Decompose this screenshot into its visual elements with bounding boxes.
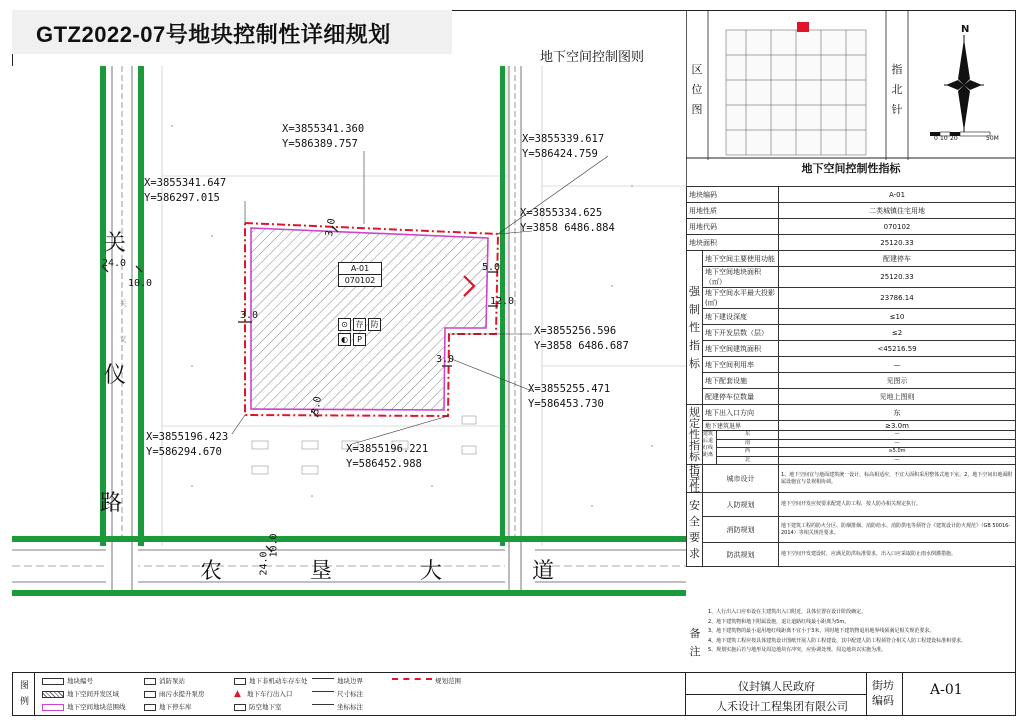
guidance-label: 指导性	[687, 465, 703, 493]
coord-label-8: X=3855196.221 Y=586452.988	[346, 443, 429, 470]
design-company: 人禾设计工程集团有限公司	[716, 700, 848, 713]
legend-parking-icon	[144, 704, 156, 711]
code-label: 街坊 编码	[872, 679, 894, 707]
location-map	[726, 30, 866, 155]
coord-label-4: X=3855334.625 Y=3858 6486.884	[520, 207, 615, 234]
nongken-road-green-top	[12, 536, 686, 542]
legend-swatch-underground-line	[42, 704, 64, 711]
dim-green-width: 10.0	[128, 278, 153, 289]
legend-plan-range-line	[392, 678, 432, 685]
location-map-label: 区 位 图	[691, 63, 703, 116]
mandatory-label: 强 制 性 指 标	[687, 251, 703, 405]
gov-name: 仪封镇人民政府	[738, 680, 815, 693]
legend-bicycle-icon	[234, 678, 246, 685]
road-label-dao: 道	[532, 559, 555, 584]
page-title: GTZ2022-07号地块控制性详细规划	[36, 22, 391, 47]
legend-air-defense-icon	[234, 704, 246, 711]
dim-nongken-10: 10.0	[268, 533, 280, 558]
scale-bar	[930, 132, 990, 136]
info-panel	[686, 10, 1016, 672]
pump-icon: ◐	[338, 333, 351, 346]
legend-swatch-underground	[42, 691, 64, 698]
coord-label-7: X=3855196.423 Y=586294.670	[146, 431, 229, 458]
scale-0: 0	[934, 135, 938, 142]
scale-20: 20	[950, 135, 958, 142]
safety-label: 安 全 要 求	[687, 493, 703, 567]
legend-coord-line	[312, 704, 334, 711]
dim-west-setback: 3.0	[240, 310, 259, 321]
coord-label-2: X=3855339.617 Y=586424.759	[522, 133, 605, 160]
road-label-da: 大	[420, 559, 443, 584]
scale-50: 50M	[986, 135, 999, 142]
legend: 图 例 地块编号 地下空间开发区域 地下空间地块范围线 消防泵站 雨污水提升泵房 地下停车库 地下非机动车存车处 ▲ 地下车行出入口 防空地下室 地块边界 尺寸标注 坐标标注 规划范围	[12, 672, 686, 716]
indicator-table: 地块编码 A-01 用地性质 二类城镇住宅用地 用地代码 070102 地块面积 25120.33 强 制 性 指 标 地下空间主要使用功能 配建停车 地下空间地块面积（㎡） 25120.33 地下空间水平最大投影(㎡) 23786.14 地下建设深度 ≤10 地下开发层数（层） ≤2 地下空间建筑面积 <45216.59 地下空间利用率 — 地下配套设施 见图示 配建停车位数量 见地上图则 规 定 性 指 标 地下出入口方向 东 地下建筑退界 ≥3.0m 建筑后退红线距离 东 南 西 北 — — ≥5.0m — 指导性 城市设计 1、地下空间宜与地面建筑统一设计，标高相适应，不宜大面积采用整体式地下室。2、地下空间出地面附属设施宜与景观相协调。 安 全 要 求 人防规划 地下空间开发应按要求配建人防工程，按人防办相关规定执行。 消防规划 地下建筑工程的防火分区、防烟排烟、消防给水、消防供电等须符合《建筑设计防火规范》（GB 50016-2014）等相关规范要求。 防洪规划 地下空间开发建设时，应满足防洪标准要求，出入口应采取防止雨水倒灌措施。	[686, 186, 1016, 567]
legend-swatch-parcel-id	[42, 678, 64, 685]
dim-south-setback: 3.0	[310, 395, 325, 416]
road-label-yi: 仪	[104, 363, 127, 388]
parking-icon: P	[353, 333, 366, 346]
guanyi-road-green-left	[100, 66, 106, 546]
dim-road-width: 24.0	[102, 258, 127, 269]
north-arrow	[944, 35, 984, 135]
legend-title: 图 例	[20, 681, 30, 707]
legend-dim-line	[312, 691, 334, 698]
road-label-lu: 路	[100, 491, 123, 516]
dim-east-12: 12.0	[490, 296, 515, 307]
scale-10: 10	[940, 135, 948, 142]
location-marker	[797, 22, 809, 32]
bicycle-icon: ⊙	[338, 318, 351, 331]
block-code: A-01	[930, 682, 963, 698]
legend-entrance-icon: ▲	[234, 689, 241, 699]
dim-nongken-24: 24.0	[258, 551, 270, 576]
coord-label-3: X=3855341.647 Y=586297.015	[144, 177, 227, 204]
coord-label-5: X=3855256.596 Y=3858 6486.687	[534, 325, 629, 352]
notes-list: 1、人行出入口应布设在主建筑出入口附近，具体位置在设计阶段确定。 2、地下建筑物和地下附属设施，退让道路红线最小距离为5m。 3、地下建筑物的最小退用地红线距离不宜小于3米，同时地下建筑物退用地界线须满足相关规范要求。 4、地下建筑工程应按具体建筑设计图纸开展人防工程建设，其中配建人防工程须符合相关人防工程建设标准和要求。 5、规划实施后若与地形及周边地块有冲突，应协调处理，周边地块以实施为准。	[708, 609, 967, 653]
parcel-id-label: A-01 070102	[338, 262, 382, 287]
storage-icon: 存	[353, 318, 366, 331]
dim-east-setback: 3.0	[436, 354, 455, 365]
guanyi-road-green-right	[138, 66, 144, 546]
coord-label-6: X=3855255.471 Y=586453.730	[528, 383, 611, 410]
page-subtitle: 地下空间控制图则	[540, 50, 645, 65]
road-label-nong: 农	[200, 559, 223, 584]
dim-east-5: 5.0	[482, 262, 501, 273]
indicator-title: 地下空间控制性指标	[801, 162, 901, 175]
coord-label-1: X=3855341.360 Y=586389.757	[282, 123, 365, 150]
road-label-small-guan: 关	[119, 299, 127, 308]
legend-lift-pump-icon	[144, 691, 156, 698]
map-area	[12, 66, 686, 672]
north-n-label: N	[961, 24, 970, 35]
legend-fire-pump-icon	[144, 678, 156, 685]
air-defense-icon: 防	[368, 318, 381, 331]
road-label-ken: 垦	[310, 559, 333, 584]
nongken-road-green-bottom	[12, 590, 686, 596]
legend-boundary-line	[312, 678, 334, 685]
dim-north-setback: 3.0	[324, 217, 339, 238]
road-label-small-yi: 义	[119, 335, 127, 344]
road-label-guan: 关	[104, 231, 127, 256]
notes-label: 备 注	[689, 627, 701, 658]
regulatory-label: 规 定 性 指 标	[687, 405, 703, 465]
north-arrow-label: 指 北 针	[891, 63, 903, 116]
